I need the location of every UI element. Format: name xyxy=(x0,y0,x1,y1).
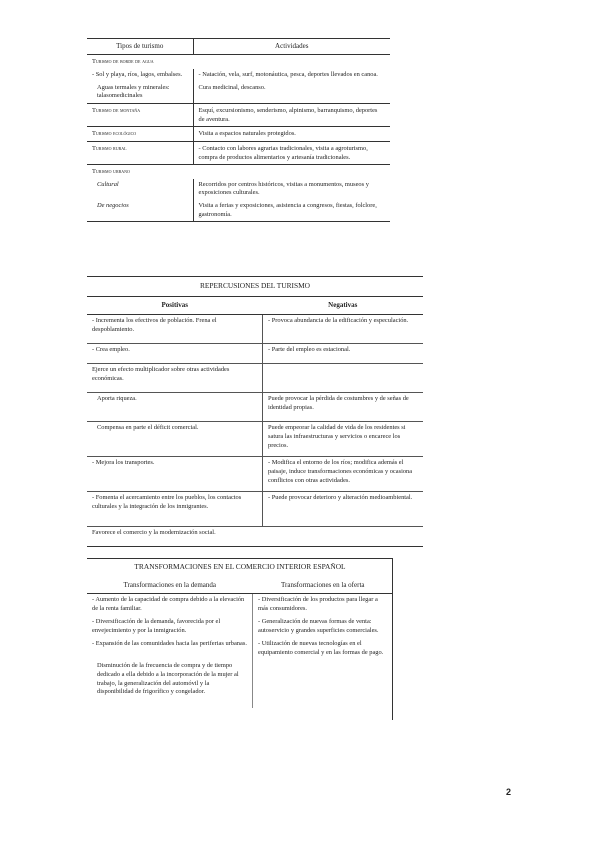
activity-cell: Visita a espacios naturales protegidos. xyxy=(193,127,390,142)
demand-cell: Disminución de la frecuencia de compra y de tiempo dedicado a ella debido a la incorporación de la mujer al trabajo, la generalización del automóvil y la disponibilidad de frigorífico y congelador. xyxy=(87,660,253,708)
activity-cell: Recorridos por centros históricos, visitas a monumentos, museos y exposiciones culturales. xyxy=(198,180,369,197)
positive-cell: - Incrementa los efectivos de población. Frena el despoblamiento. xyxy=(87,315,263,344)
page-number: 2 xyxy=(506,787,512,797)
negative-cell xyxy=(263,364,424,393)
positive-cell: - Fomenta el acercamiento entre los pueblos, los contactos culturales y la integración de los inmigrantes. xyxy=(87,492,263,527)
positive-cell: Favorece el comercio y la modernización social. xyxy=(87,527,423,547)
header-demand: Transformaciones en la demanda xyxy=(87,578,253,594)
section-label: Turismo de borde de agua xyxy=(92,58,154,66)
table-title: TRANSFORMACIONES EN EL COMERCIO INTERIOR ESPAÑOL xyxy=(87,558,393,578)
activity-cell: - Natación, vela, surf, motonáutica, pesca, deportes llevados en canoa. xyxy=(198,71,378,79)
tourism-impact-table xyxy=(87,276,423,547)
supply-cell xyxy=(253,660,394,708)
demand-cell: - Expansión de las comunidades hacia las periferias urbanas. xyxy=(87,638,253,660)
supply-cell: - Utilización de nuevas tecnologías en el equipamiento comercial y en las formas de pago. xyxy=(258,640,384,657)
supply-cell: - Diversificación de los productos para llegar a más consumidores. xyxy=(258,596,378,613)
tourism-type-cell: Aguas termales y minerales: talasomedicinales xyxy=(87,82,193,104)
tourism-type-cell: Turismo ecológico xyxy=(87,127,193,142)
table-title: REPERCUSIONES DEL TURISMO xyxy=(87,276,423,297)
header-positive: Positivas xyxy=(87,297,263,315)
positive-cell: Ejerce un efecto multiplicador sobre otras actividades económicas. xyxy=(87,364,263,393)
negative-cell: Puede provocar la pérdida de costumbres y de señas de identidad propias. xyxy=(263,393,424,422)
negative-cell: - Modifica el entorno de los ríos; modifica además el paisaje, induce transformaciones económicas y ocasiona conflictos con otras actividades. xyxy=(263,457,424,492)
demand-cell: - Aumento de la capacidad de compra debido a la elevación de la renta familiar. xyxy=(87,594,253,617)
negative-cell: - Puede provocar deterioro y alteración medioambiental. xyxy=(263,492,424,527)
tourism-type-cell: - Sol y playa, ríos, lagos, embalses. xyxy=(87,69,193,82)
negative-cell: Puede empeorar la calidad de vida de los residentes si satura las infraestructuras y servicios o encarece los precios. xyxy=(263,422,424,457)
activity-cell: - Contacto con labores agrarias tradicionales, visita a agroturismo, compra de productos alimentarios y artesanía tradicionales. xyxy=(193,141,390,164)
tourism-type-cell: Cultural xyxy=(87,179,193,200)
activity-cell: Esquí, excursionismo, senderismo, alpinismo, barranquismo, deportes de aventura. xyxy=(193,104,390,127)
positive-cell: Compensa en parte el déficit comercial. xyxy=(87,422,263,457)
demand-cell: - Diversificación de la demanda, favorecida por el envejecimiento y por la inmigración. xyxy=(87,616,253,638)
section-label: Turismo urbano xyxy=(92,168,130,176)
negative-cell: - Parte del empleo es estacional. xyxy=(263,344,424,364)
activity-cell: Cura medicinal, descanso. xyxy=(193,82,390,104)
supply-cell: - Generalización de nuevas formas de venta: autoservicio y grandes superficies comerciales. xyxy=(258,618,379,635)
tourism-type-cell: Turismo rural xyxy=(87,141,193,164)
negative-cell: - Provoca abundancia de la edificación y especulación. xyxy=(263,315,424,344)
positive-cell: Aporta riqueza. xyxy=(87,393,263,422)
header-activities: Actividades xyxy=(193,39,390,55)
tourism-type-cell: De negocios xyxy=(87,200,193,222)
commerce-transformations-table xyxy=(87,558,393,708)
positive-cell: - Mejora los transportes. xyxy=(87,457,263,492)
positive-cell: - Crea empleo. xyxy=(87,344,263,364)
activity-cell: Visita a ferias y exposiciones, asistencia a congresos, fiestas, folclore, gastronomía. xyxy=(193,200,390,222)
tourism-type-cell: Turismo de montaña xyxy=(87,104,193,127)
tourism-types-table xyxy=(87,38,390,222)
header-tourism-types: Tipos de turismo xyxy=(87,39,193,55)
header-supply: Transformaciones en la oferta xyxy=(253,578,394,594)
header-negative: Negativas xyxy=(263,297,424,315)
